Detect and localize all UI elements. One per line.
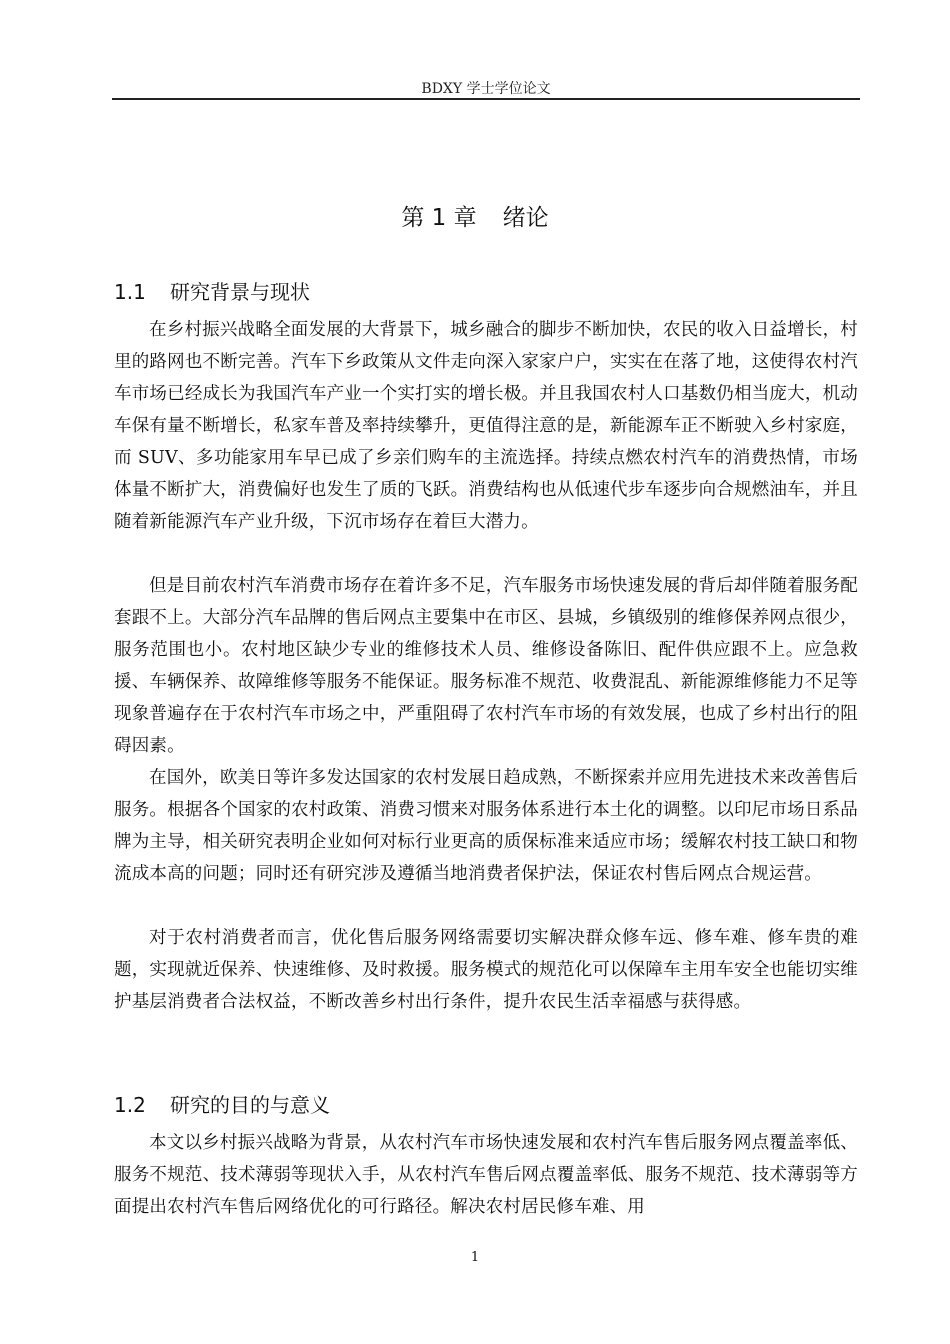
- body-paragraph: 本文以乡村振兴战略为背景，从农村汽车市场快速发展和农村汽车售后服务网点覆盖率低、服务不规范、技术薄弱等现状入手，从农村汽车售后网点覆盖率低、服务不规范、技术薄弱等方面提出农村汽车售后网络优化的可行路径。解决农村居民修车难、用: [114, 1133, 858, 1217]
- chapter-number: 第 1 章: [401, 205, 477, 231]
- running-header: BDXY 学士学位论文: [421, 81, 551, 97]
- section-number: 1.2: [114, 1093, 146, 1117]
- section-number: 1.1: [114, 280, 146, 304]
- section-heading-1-2: [114, 1089, 330, 1118]
- chapter-title: 绪论: [502, 205, 549, 231]
- body-paragraph: 在乡村振兴战略全面发展的大背景下，城乡融合的脚步不断加快，农民的收入日益增长，村里的路网也不断完善。汽车下乡政策从文件走向深入家家户户，实实在在落了地，这使得农村汽车市场已经成长为我国汽车产业一个实打实的增长极。并且我国农村人口基数仍相当庞大，机动车保有量不断增长，私家车普及率持续攀升，更值得注意的是，新能源车正不断驶入乡村家庭，而 SUV、多功能家用车早已成了乡亲们购车的主流选择。持续点燃农村汽车的消费热情，市场体量不断扩大，消费偏好也发生了质的飞跃。消费结构也从低速代步车逐步向合规燃油车，并且随着新能源汽车产业升级，下沉市场存在着巨大潜力。: [114, 320, 858, 532]
- section-heading-1-1: [114, 276, 310, 305]
- section-title: 研究背景与现状: [170, 280, 310, 304]
- chapter-heading: [0, 199, 950, 232]
- header-rule: [112, 98, 860, 100]
- section-title: 研究的目的与意义: [170, 1093, 330, 1117]
- body-paragraph: 对于农村消费者而言，优化售后服务网络需要切实解决群众修车远、修车难、修车贵的难题，实现就近保养、快速维修、及时救援。服务模式的规范化可以保障车主用车安全也能切实维护基层消费者合法权益，不断改善乡村出行条件，提升农民生活幸福感与获得感。: [114, 928, 858, 1012]
- body-paragraph: 在国外，欧美日等许多发达国家的农村发展日趋成熟，不断探索并应用先进技术来改善售后服务。根据各个国家的农村政策、消费习惯来对服务体系进行本土化的调整。以印尼市场日系品牌为主导，相关研究表明企业如何对标行业更高的质保标准来适应市场；缓解农村技工缺口和物流成本高的问题；同时还有研究涉及遵循当地消费者保护法，保证农村售后网点合规运营。: [114, 768, 858, 884]
- page-number: 1: [470, 1250, 480, 1265]
- body-paragraph: 但是目前农村汽车消费市场存在着许多不足，汽车服务市场快速发展的背后却伴随着服务配套跟不上。大部分汽车品牌的售后网点主要集中在市区、县城，乡镇级别的维修保养网点很少，服务范围也小。农村地区缺少专业的维修技术人员、维修设备陈旧、配件供应跟不上。应急救援、车辆保养、故障维修等服务不能保证。服务标准不规范、收费混乱、新能源维修能力不足等现象普遍存在于农村汽车市场之中，严重阻碍了农村汽车市场的有效发展，也成了乡村出行的阻碍因素。: [114, 576, 858, 756]
